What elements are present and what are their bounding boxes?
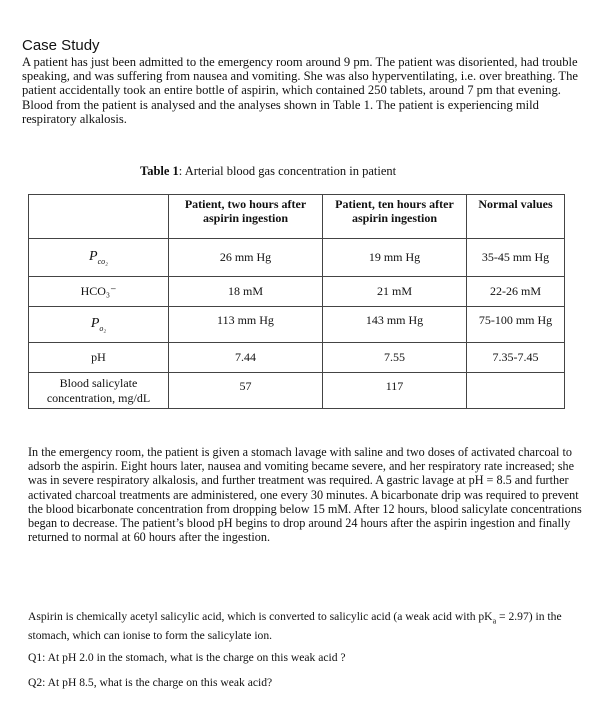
cell: 22-26 mM [467,277,565,307]
cell: 18 mM [169,277,323,307]
table-row [29,373,565,409]
treatment-paragraph: In the emergency room, the patient is given a stomach lavage with saline and two doses of activated charcoal to adsorb the aspirin. Eight hours later, nausea and vomiting became severe, and her respiratory rate increased; she was in severe respiratory alkalosis, and further treatment was required. A gastric lavage at pH = 8.5 and further activated charcoal treatments are administered, one every 30 minutes. A bicarbonate drip was required to prevent the blood bicarbonate concentration from dropping below 15 mM. After 12 hours, blood salicylate concentrations began to decrease. The patient’s blood pH begins to drop around 24 hours after the aspirin ingestion and finally returned to normal at 60 hours after the ingestion. [28,445,582,545]
row-label-po2 [29,307,169,343]
po2-sub: o₂ [99,323,107,333]
cell: 57 [169,373,323,409]
table-row [29,307,565,343]
po2-p: P [90,316,100,332]
cell: 7.35-7.45 [467,343,565,373]
cut-off-text-line [28,696,568,702]
table-header-row [29,195,565,239]
cell: 143 mm Hg [323,307,467,343]
row-label-pco2 [29,239,169,277]
cell: 26 mm Hg [169,239,323,277]
pco2-sub: co₂ [97,256,108,266]
pco2-p: P [89,249,98,265]
row-label-salicylate: Blood salicylate concentration, mg/dL [29,373,169,409]
header-ten-hours: Patient, ten hours after aspirin ingestion [323,195,467,239]
table-caption-text: : Arterial blood gas concentration in patient [178,164,397,178]
cell: 75-100 mm Hg [467,307,565,343]
blood-gas-table [28,194,565,409]
cell-empty [467,373,565,409]
table-row [29,343,565,373]
cell: 35-45 mm Hg [467,239,565,277]
header-empty [29,195,169,239]
table-caption [140,164,396,179]
pka-subscript: a [492,616,497,626]
intro-paragraph: A patient has just been admitted to the emergency room around 9 pm. The patient was disoriented, had trouble speaking, and was suffering from nausea and vomiting. She was also hyperventilating, i.e. over breathing. The patient accidentally took an entire bottle of aspirin, which contained 250 tablets, around 7 pm that evening. Blood from the patient is analysed and the analyses shown in Table 1. The patient is experiencing mild respiratory alkalosis. [22,55,578,126]
question-2: Q2: At pH 8.5, what is the charge on this weak acid? [28,676,273,689]
aspirin-paragraph [28,610,588,643]
aspirin-text-b: = 2.97) in the stomach, which can ionise to form the salicylate ion. [28,610,562,642]
cell: 21 mM [323,277,467,307]
header-two-hours: Patient, two hours after aspirin ingestion [169,195,323,239]
cell: 19 mm Hg [323,239,467,277]
case-study-title: Case Study [22,37,100,54]
question-1: Q1: At pH 2.0 in the stomach, what is the charge on this weak acid ? [28,651,346,664]
cell: 7.44 [169,343,323,373]
row-label-hco3: HCO₃⁻ [29,277,169,307]
table-row [29,239,565,277]
table-row [29,277,565,307]
cell: 113 mm Hg [169,307,323,343]
table-caption-label: Table 1 [140,164,179,178]
cell: 7.55 [323,343,467,373]
aspirin-text-a: Aspirin is chemically acetyl salicylic acid, which is converted to salicylic acid (a weak acid with pK [28,610,493,623]
cell: 117 [323,373,467,409]
header-normal-values: Normal values [467,195,565,239]
row-label-ph: pH [29,343,169,373]
